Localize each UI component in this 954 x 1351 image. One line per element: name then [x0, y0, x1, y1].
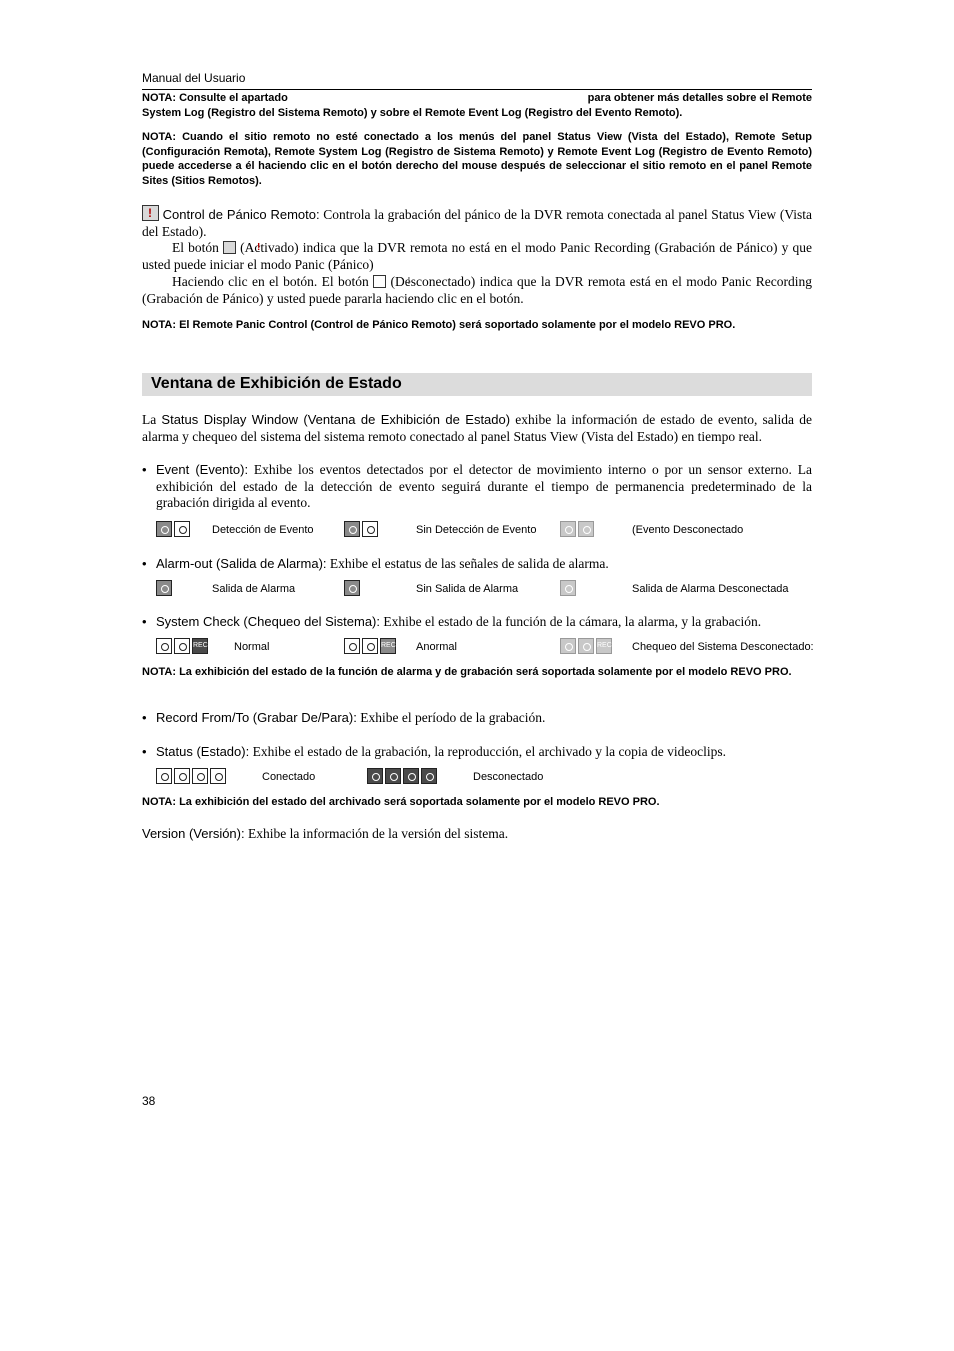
record-label: Record From/To (Grabar De/Para): [156, 710, 357, 725]
note1-line2: System Log (Registro del Sistema Remoto) y sobre el Remote Event Log (Registro del Evento Remoto). [142, 106, 683, 119]
syscheck-abnormal-caption: Anormal [416, 641, 457, 653]
alarm-out-icon [156, 580, 172, 596]
syscheck-text: Exhibe el estado de la función de la cámara, la alarma, y la grabación. [379, 614, 762, 629]
event-text: Exhibe los eventos detectados por el detector de movimiento interno o por un sensor externo. La exhibición del estado de la detección de evento seguirá durante el tiempo de permanencia predeterminado de la grabación dirigida al evento. [156, 462, 812, 511]
bullet-dot: • [142, 556, 147, 571]
status-text: Exhibe el estado de la grabación, la reproducción, el archivado y la copia de videoclips. [249, 744, 727, 759]
alarm-icon [174, 638, 190, 654]
syscheck-disconnected-caption: Chequeo del Sistema Desconectado: [632, 641, 814, 653]
event-detected-caption: Detección de Evento [212, 524, 314, 536]
bullet-dot: • [142, 614, 147, 629]
record-status-icon [367, 768, 383, 784]
panic-label: Control de Pánico Remoto: [162, 207, 320, 222]
alarm-out-caption: Salida de Alarma [212, 583, 296, 595]
panic-activated-icon [223, 241, 236, 254]
alarm-out-icon [560, 580, 576, 596]
intro-paragraph [142, 412, 812, 445]
record-icon: REC [192, 638, 208, 654]
alarm-bullet [142, 556, 812, 573]
panic-disconnected-icon [373, 275, 386, 288]
bullet-dot: • [142, 744, 147, 759]
status-bullet [142, 744, 812, 761]
alarm-out-icon [344, 580, 360, 596]
alarm-icon [578, 638, 594, 654]
record-icon: REC [596, 638, 612, 654]
intro-a: La [142, 412, 162, 427]
motion-icon [156, 521, 172, 537]
record-icon: REC [380, 638, 396, 654]
alarm-text: Exhibe el estatus de las señales de salida de alarma. [326, 556, 609, 571]
system-check-bullet [142, 614, 812, 631]
event-bullet [142, 462, 812, 512]
event-disconnected-caption: (Evento Desconectado [632, 524, 744, 536]
note-alarm-rec-revo: NOTA: La exhibición del estado de la función de alarma y de grabación será soportada solamente por el modelo REVO PRO. [142, 666, 792, 678]
motion-icon [560, 521, 576, 537]
sensor-icon [362, 521, 378, 537]
page-number: 38 [142, 1094, 156, 1108]
panic-p3b: (Desconectado) indica que la DVR remota está en el modo Panic Recording (Grabación de Pánico) y usted puede pararla haciendo clic en el botón. [142, 273, 813, 306]
status-connected-caption: Conectado [262, 771, 316, 783]
intro-b: exhibe la información de estado de evento, salida de alarma y chequeo del sistema del sistema remoto conectado al panel Status View (Vista del Estado) en tiempo real. [142, 412, 812, 444]
bullet-dot: • [142, 462, 147, 477]
panic-control-paragraph [142, 205, 812, 307]
record-bullet [142, 710, 812, 727]
note-panic-revo: NOTA: El Remote Panic Control (Control de Pánico Remoto) será soportado solamente por el modelo REVO PRO. [142, 319, 736, 331]
note1-left: NOTA: Consulte el apartado [142, 92, 288, 104]
panic-p3a: Haciendo clic en el botón. El botón [172, 273, 369, 289]
syscheck-legend [156, 638, 826, 658]
note1-right: para obtener más detalles sobre el Remote [587, 92, 812, 104]
archive-icon [192, 768, 208, 784]
bullet-dot: • [142, 710, 147, 725]
version-label: Version (Versión): [142, 826, 245, 841]
note-remote-log [142, 91, 812, 120]
playback-icon [385, 768, 401, 784]
panic-icon [142, 205, 159, 221]
record-status-icon [156, 768, 172, 784]
status-legend [156, 768, 826, 788]
version-text: Exhibe la información de la versión del sistema. [244, 826, 509, 841]
camera-icon [560, 638, 576, 654]
record-text: Exhibe el período de la grabación. [356, 710, 546, 725]
event-none-caption: Sin Detección de Evento [416, 524, 537, 536]
alarm-none-caption: Sin Salida de Alarma [416, 583, 519, 595]
note-remote-menus: NOTA: Cuando el sitio remoto no esté conectado a los menús del panel Status View (Vista del Estado), Remote Setup (Configuración Remota), Remote System Log (Registro de Sistema Remoto) y Remote Event Log (Registro de Evento Remoto) puede accederse a él haciendo clic en el botón derecho del mouse después de seleccionar el sitio remoto en el panel Remote Sites (Sitios Remotos). [142, 131, 812, 187]
version-paragraph [142, 826, 812, 843]
panic-text: Controla la grabación del pánico de la DVR remota conectada al panel Status View (Vista del Estado). [142, 207, 813, 239]
camera-icon [156, 638, 172, 654]
sensor-icon [174, 521, 190, 537]
sensor-icon [578, 521, 594, 537]
archive-icon [403, 768, 419, 784]
syscheck-normal-caption: Normal [234, 641, 270, 653]
alarm-legend [156, 580, 826, 600]
playback-icon [174, 768, 190, 784]
camera-icon [344, 638, 360, 654]
clip-copy-icon [210, 768, 226, 784]
syscheck-label: System Check (Chequeo del Sistema): [156, 614, 380, 629]
alarm-label: Alarm-out (Salida de Alarma): [156, 556, 327, 571]
event-legend [156, 521, 826, 541]
clip-copy-icon [421, 768, 437, 784]
alarm-icon [362, 638, 378, 654]
section-title: Ventana de Exhibición de Estado [151, 375, 402, 392]
motion-icon [344, 521, 360, 537]
alarm-disconnected-caption: Salida de Alarma Desconectada [632, 583, 789, 595]
event-label: Event (Evento): [156, 462, 249, 477]
status-disconnected-caption: Desconectado [473, 771, 544, 783]
note-archive-revo: NOTA: La exhibición del estado del archivado será soportada solamente por el modelo REVO PRO. [142, 796, 660, 808]
panic-p2b: (Activado) indica que la DVR remota no está en el modo Panic Recording (Grabación de Pánico) y que usted puede iniciar el modo Panic (Pánico) [142, 240, 813, 273]
running-header: Manual del Usuario [142, 71, 246, 85]
intro-label: Status Display Window (Ventana de Exhibición de Estado) [161, 412, 511, 427]
panic-p2a: El botón [172, 240, 219, 256]
section-heading [142, 373, 812, 396]
header-rule [142, 89, 812, 90]
status-label: Status (Estado): [156, 744, 250, 759]
